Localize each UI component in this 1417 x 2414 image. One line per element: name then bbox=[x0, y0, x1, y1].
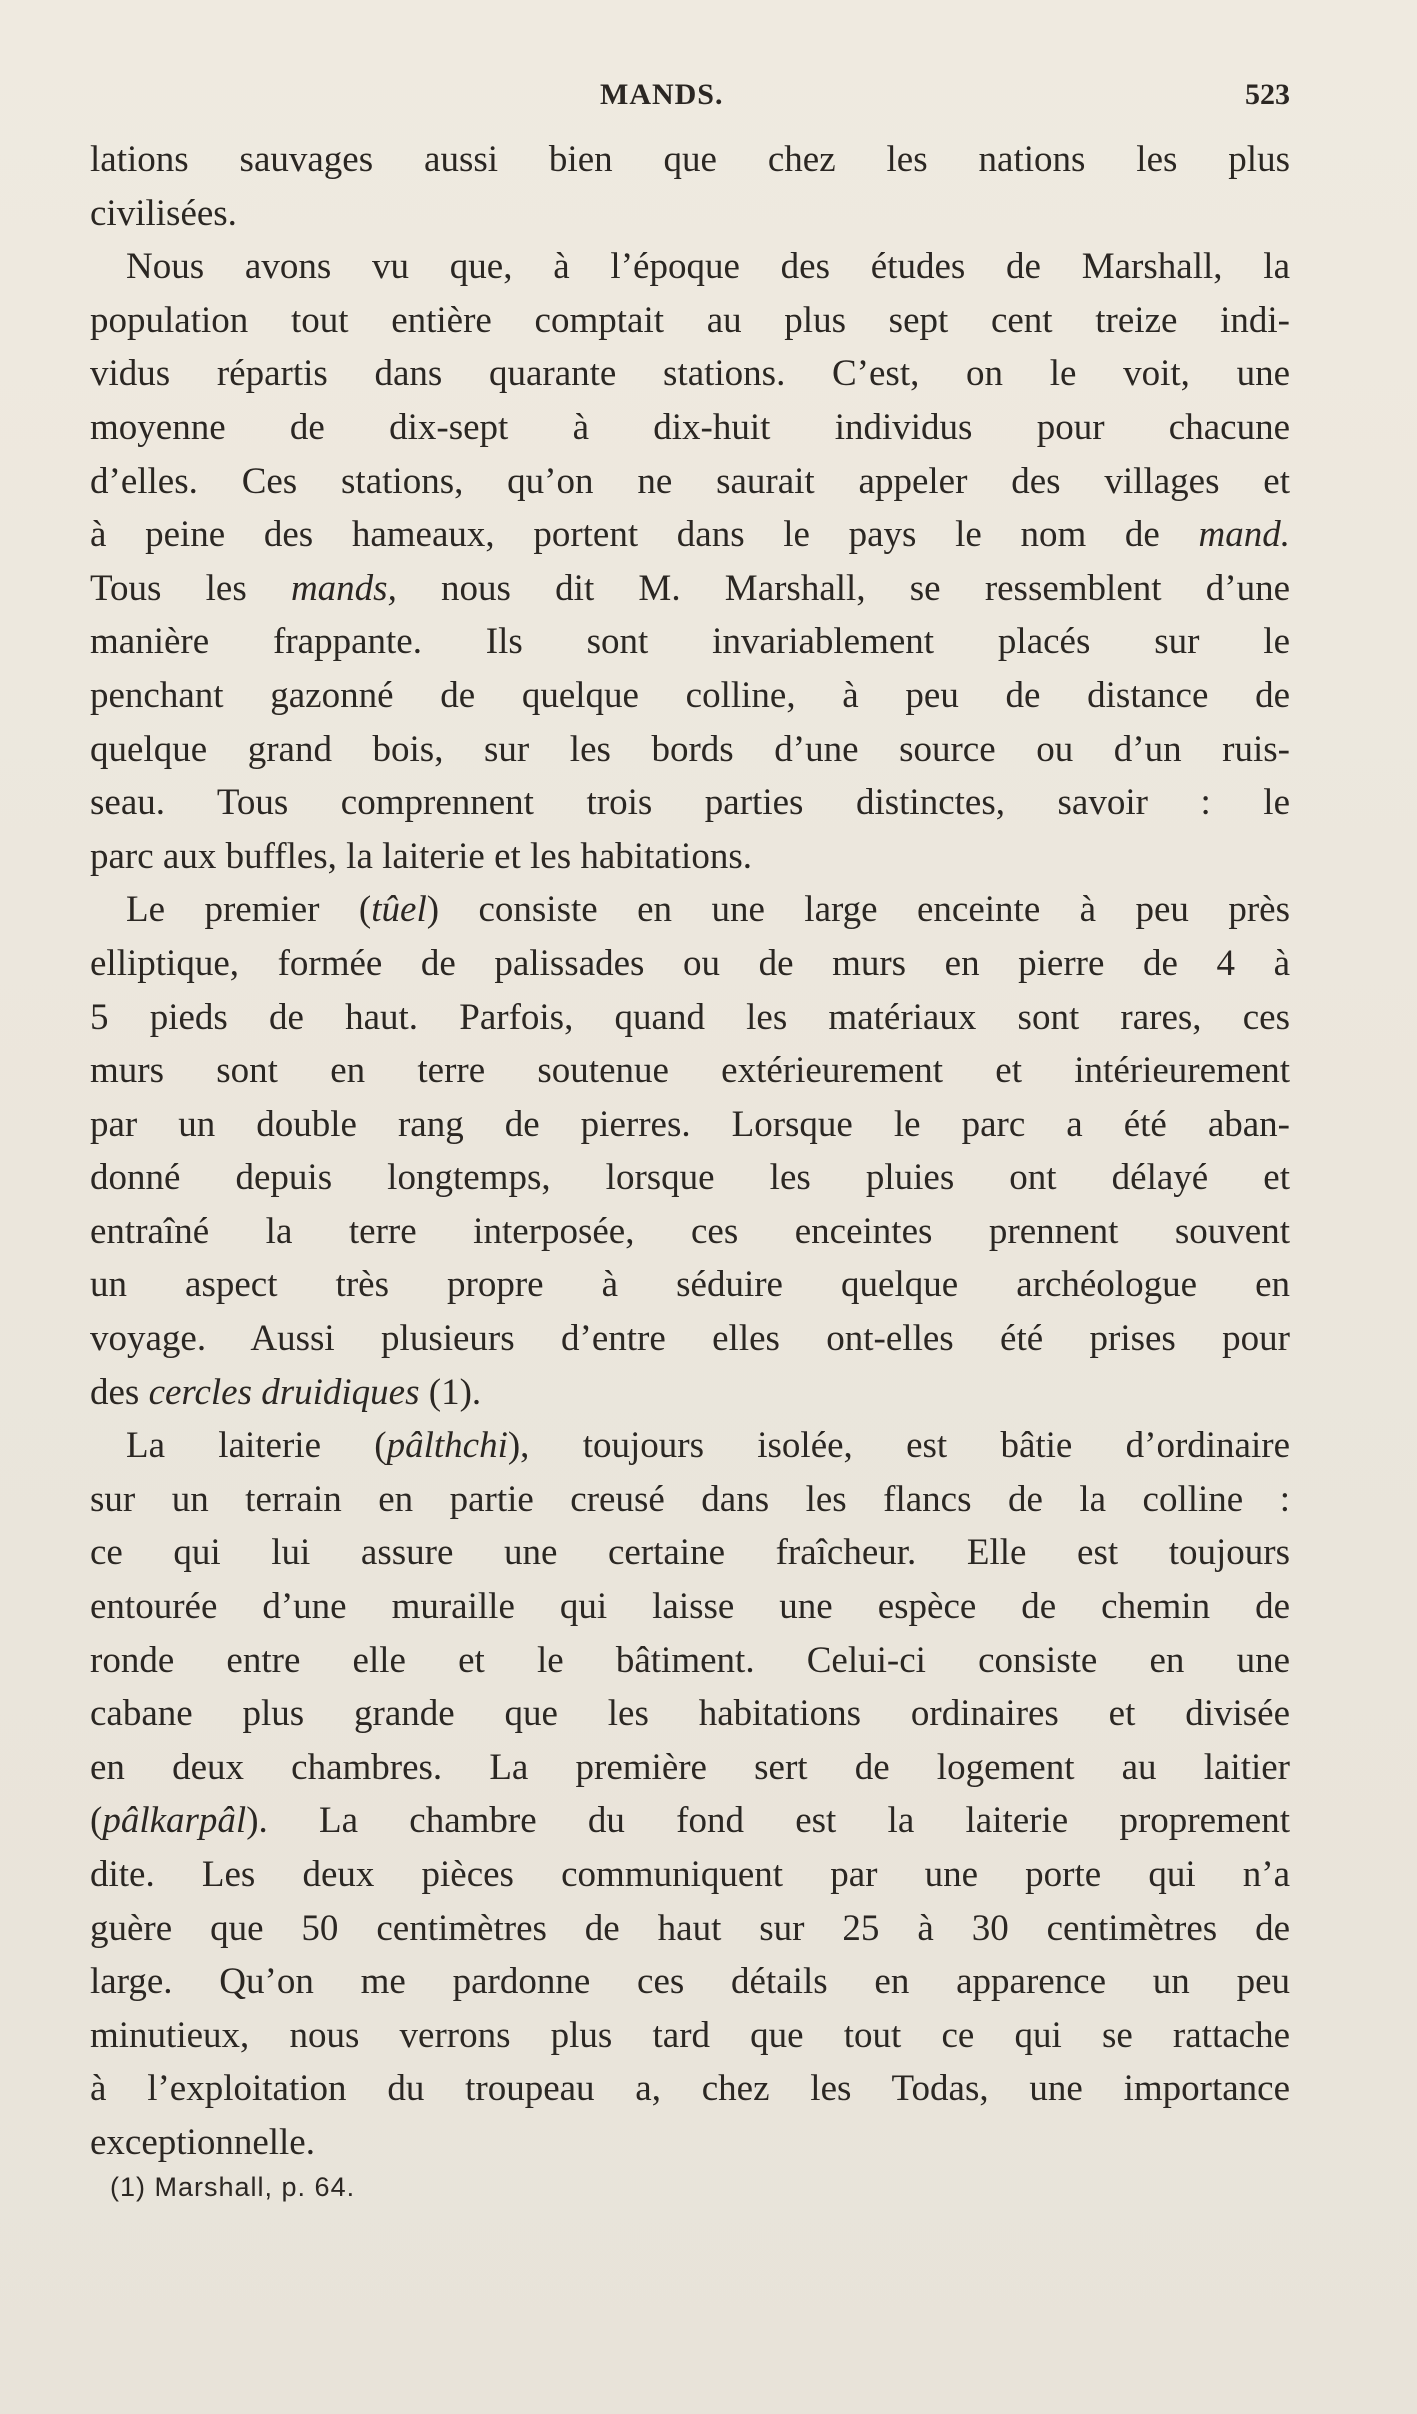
text-line: dite. Les deux pièces communiquent par une porte qui n’a bbox=[90, 1854, 1290, 1895]
page-number: 523 bbox=[1245, 78, 1290, 111]
text-run: ( bbox=[90, 1800, 103, 1842]
text-run: nous dit M. Marshall, se ressemblent d’une bbox=[441, 567, 1290, 609]
text-run: La laiterie ( bbox=[126, 1425, 387, 1467]
text-line bbox=[90, 1419, 1290, 1473]
text-line bbox=[90, 1366, 1290, 1420]
text-line: entraîné la terre interposée, ces enceintes prennent souvent bbox=[90, 1210, 1290, 1252]
text-line: penchant gazonné de quelque colline, à peu de distance de bbox=[90, 674, 1290, 716]
text-line: sur un terrain en partie creusé dans les flancs de la colline : bbox=[90, 1478, 1290, 1520]
italic-term: pâlthchi bbox=[386, 1425, 508, 1467]
text-line: ronde entre elle et le bâtiment. Celui-ci consiste en une bbox=[90, 1639, 1290, 1681]
italic-term: mands, bbox=[290, 567, 397, 609]
text-line bbox=[90, 508, 1290, 562]
text-line: lations sauvages aussi bien que chez les nations les plus bbox=[90, 139, 1290, 180]
italic-term: pâlkarpâl bbox=[102, 1800, 247, 1842]
text-line: par un double rang de pierres. Lorsque le parc a été aban- bbox=[90, 1103, 1290, 1145]
running-head: MANDS. bbox=[600, 78, 724, 111]
text-line: à l’exploitation du troupeau a, chez les Todas, une importance bbox=[90, 2068, 1290, 2110]
text-line: murs sont en terre soutenue extérieurement et intérieurement bbox=[90, 1050, 1290, 1092]
text-line: parc aux buffles, la laiterie et les habitations. bbox=[90, 835, 752, 877]
text-line: population tout entière comptait au plus sept cent treize indi- bbox=[90, 299, 1290, 341]
text-line: Nous avons vu que, à l’époque des études de Marshall, la bbox=[126, 246, 1290, 288]
text-run: des bbox=[90, 1371, 140, 1413]
text-line: large. Qu’on me pardonne ces détails en apparence un peu bbox=[90, 1961, 1290, 2003]
italic-term: mand. bbox=[1198, 514, 1291, 556]
text-run: ). La chambre du fond est la laiterie proprement bbox=[246, 1800, 1290, 1842]
footnote-ref: (1). bbox=[428, 1371, 482, 1413]
text-line: ce qui lui assure une certaine fraîcheur. Elle est toujours bbox=[90, 1532, 1290, 1574]
text-line: civilisées. bbox=[90, 192, 237, 234]
text-line: vidus répartis dans quarante stations. C’est, on le voit, une bbox=[90, 353, 1290, 395]
text-line: quelque grand bois, sur les bords d’une source ou d’un ruis- bbox=[90, 728, 1290, 770]
text-line: seau. Tous comprennent trois parties distinctes, savoir : le bbox=[90, 782, 1290, 824]
text-line: 5 pieds de haut. Parfois, quand les matériaux sont rares, ces bbox=[90, 996, 1290, 1038]
text-line bbox=[90, 1794, 1290, 1848]
body-text bbox=[90, 133, 1290, 2170]
text-line: moyenne de dix-sept à dix-huit individus pour chacune bbox=[90, 406, 1290, 448]
text-line: cabane plus grande que les habitations ordinaires et divisée bbox=[90, 1693, 1290, 1735]
text-line: donné depuis longtemps, lorsque les pluies ont délayé et bbox=[90, 1157, 1290, 1199]
italic-term: cercles druidiques bbox=[148, 1371, 420, 1413]
text-line: voyage. Aussi plusieurs d’entre elles ont-elles été prises pour bbox=[90, 1318, 1290, 1360]
page-header bbox=[90, 78, 1290, 118]
italic-term: tûel bbox=[371, 889, 427, 931]
text-run: à peine des hameaux, portent dans le pays le nom de bbox=[90, 514, 1160, 556]
text-run: ) consiste en une large enceinte à peu près bbox=[426, 889, 1290, 931]
text-line: un aspect très propre à séduire quelque archéologue en bbox=[90, 1264, 1290, 1306]
text-line: minutieux, nous verrons plus tard que tout ce qui se rattache bbox=[90, 2014, 1290, 2056]
text-line: manière frappante. Ils sont invariablement placés sur le bbox=[90, 621, 1290, 663]
text-run: ), toujours isolée, est bâtie d’ordinaire bbox=[507, 1425, 1290, 1467]
text-line: d’elles. Ces stations, qu’on ne saurait appeler des villages et bbox=[90, 460, 1290, 502]
text-line: exceptionnelle. bbox=[90, 2121, 315, 2163]
text-line: en deux chambres. La première sert de logement au laitier bbox=[90, 1746, 1290, 1788]
text-run: Tous les bbox=[90, 567, 247, 609]
text-line: entourée d’une muraille qui laisse une espèce de chemin de bbox=[90, 1586, 1290, 1628]
text-run: Le premier ( bbox=[126, 889, 372, 931]
text-line: guère que 50 centimètres de haut sur 25 à 30 centimètres de bbox=[90, 1907, 1290, 1949]
text-line bbox=[90, 562, 1290, 616]
footnote: (1) Marshall, p. 64. bbox=[110, 2172, 356, 2202]
text-line bbox=[90, 883, 1290, 937]
text-line: elliptique, formée de palissades ou de murs en pierre de 4 à bbox=[90, 942, 1290, 984]
